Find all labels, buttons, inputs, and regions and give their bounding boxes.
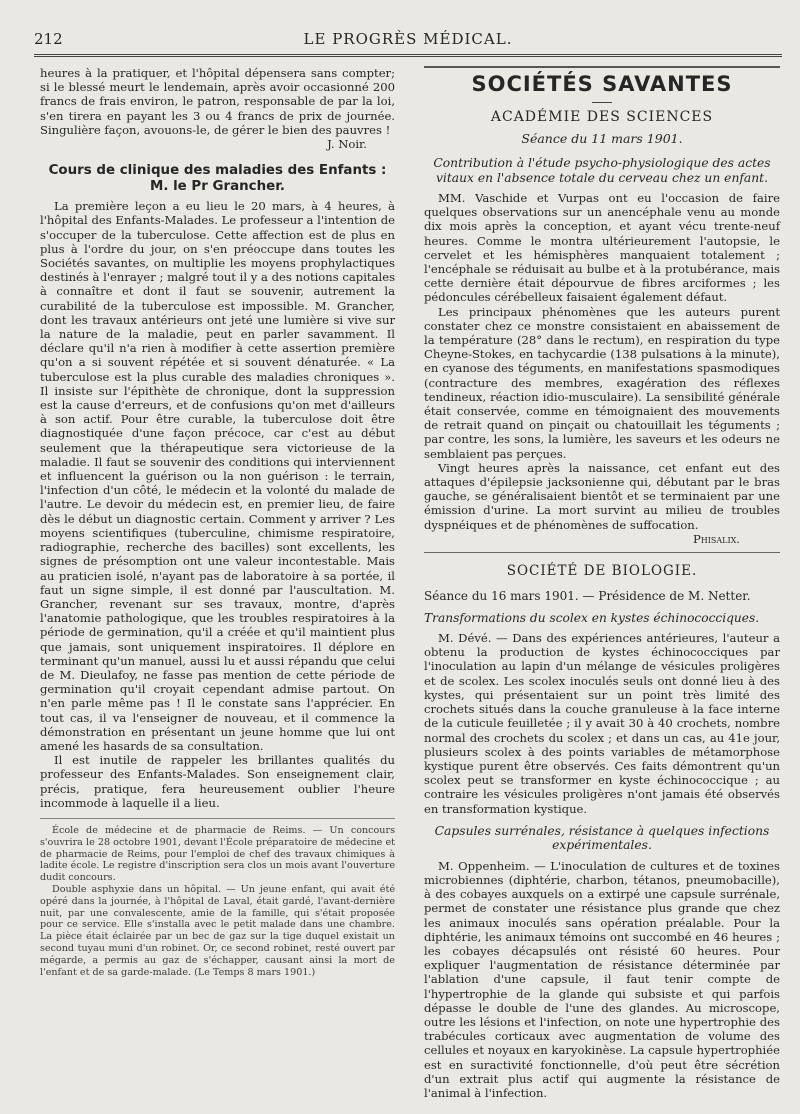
academie-paragraph-2: Les principaux phénomènes que les auteurs purent constater chez ce monstre consistaient en abaissement de la température (28° dans le rectum), en respiration du type Cheyne-Stokes, en tachycardie (138 pulsations à la minute), en cyanose des téguments, en manifestations spasmodiques (contracture des membres, exagération des réflexes tendineux, réaction idio-musculaire). La sensibilité générale était conservée, comme en témoignaient des mouvements de retrait quand on pinçait ou chatouillait les téguments ; par contre, les sons, la lumière, les saveurs et les odeurs ne semblaient pas perçues. (424, 304, 780, 461)
right-column (424, 66, 780, 1100)
section-top-rule (424, 66, 780, 68)
news-notes (40, 818, 395, 978)
page-header (34, 30, 782, 56)
academie-seance: Séance du 11 mars 1901. (521, 131, 683, 146)
academie-title: ACADÉMIE DES SCIENCES (490, 109, 714, 125)
section-divider (424, 552, 780, 553)
societes-title: SOCIÉTÉS SAVANTES (471, 72, 733, 96)
journal-title: LE PROGRÈS MÉDICAL. (303, 30, 513, 48)
academie-signature: Phisalix. (692, 531, 740, 546)
scolex-paragraph: M. Dévé. — Dans des expériences antérieures, l'auteur a obtenu la production de kystes échinococciques par l'inoculation au lapin d'un mélange de vésicules proligères et de scolex. Les scolex inoculés seuls ont donné lieu à des kystes, qui présentaient sur un point très limité des crochets situés dans la couche granuleuse à la face interne de la cuticule feuilletée ; il y avait 30 à 40 crochets, nombre normal des crochets du scolex ; et dans un cas, au 41e jour, plusieurs scolex à des points variables de métamorphose kystique purent être observés. Ces faits démontrent qu'un scolex peut se transformer en kyste échinococcique ; au contraire les vésicules proligères n'ont jamais été observés en transformation kystique. (424, 631, 780, 816)
title-dash (592, 102, 612, 103)
intro-paragraph: heures à la pratiquer, et l'hôpital dépensera sans compter; si le blessé meurt le lendemain, après avoir occasionné 200 francs de frais environ, le patron, responsable de par la loi, s'en tirera en payant les 3 ou 4 francs de prix de journée. Singulière façon, avouons-le, de gérer le bien des pauvres ! (40, 66, 395, 137)
course-paragraph-1: La première leçon a eu lieu le 20 mars, à 4 heures, à l'hôpital des Enfants-Malades. Le professeur a l'intention de s'occuper de la tuberculose. Cette affection est de plus en plus à l'ordre du jour, on s'en préoccupe dans toutes les Sociétés savantes, on multiplie les moyens prophylactiques destinés à l'enrayer ; malgré tout il y a des notions capitales à connaître et dont il faut se souvenir, autrement la curabilité de la tuberculose est impossible. M. Grancher, dont les travaux antérieurs ont jeté une lumière si vive sur la nature de la maladie, peut en parler savamment. Il déclare qu'il n'a rien à modifier à cette assertion première qu'on a si souvent répétée et si souvent dénaturée. « La tuberculose est la plus curable des maladies chroniques ». Il insiste sur l'épithète de chronique, dont la suppression est la cause d'erreurs, et de confusions qu'on met d'ailleurs à son actif. Pour être curable, la tuberculose doit être diagnostiquée d'une façon précoce, car c'est au début seulement que la thérapeutique sera victorieuse de la maladie. Il faut se souvenir des conditions qui interviennent et influencent la guérison ou la non guérison : le terrain, l'infection d'un côté, le médecin et la volonté du malade de l'autre. Le devoir du médecin est, en premier lieu, de faire dès le début un diagnostic certain. Comment y arriver ? Les moyens scientifiques (tuberculine, chimisme respiratoire, radiographie, recherche des bacilles) sont excellents, les signes de présomption ont une valeur incontestable. Mais au praticien isolé, n'ayant pas de laboratoire à sa portée, il faut un signe simple, il est donné par l'auscultation. M. Grancher, revenant sur ses travaux, montre, d'après l'anatomie pathologique, que les troubles respiratoires à la période de germination, qu'il a créée et qu'il maintient plus que jamais, sont uniquement inspiratoires. Il déplore en terminant qu'un manuel, aussi lu et aussi répandu que celui de M. Dieulafoy, ne fasse pas mention de cette période de germination qu'il croyait cependant admise partout. On n'en parle même pas ! Il le constate sans l'apprécier. En tout cas, il va l'enseigner de nouveau, et il commence la démonstration en présentant un jeune homme que lui ont amené les hasards de sa consultation. (40, 199, 396, 753)
note-asphyxie: Double asphyxie dans un hôpital. — Un jeune enfant, qui avait été opéré dans la journée, à l'hôpital de Laval, était gardé, l'avant-dernière nuit, par une convalescente, amie de la famille, qui s'était proposée pour ce service. Elle s'installa avec le petit malade dans une chambre. La pièce était éclairée par un bec de gaz sur la tige duquel existait un second tuyau muni d'un robinet. Or, ce second robinet, resté ouvert par mégarde, a permis au gaz de s'échapper, causant ainsi la mort de l'enfant et de sa garde-malade. (Le Temps 8 mars 1901.) (40, 883, 395, 978)
biologie-seance: Séance du 16 mars 1901. — Présidence de M. Netter. (424, 589, 751, 604)
capsules-paragraph: M. Oppenheim. — L'inoculation de cultures et de toxines microbiennes (diphtérie, charbon, tétanos, pneumobacille), à des cobayes auxquels on a extirpé une capsule surrénale, permet de constater une résistance plus grande que chez les animaux inoculés sans opération préalable. Pour la diphtérie, les animaux témoins ont succombé en 46 heures ; les cobayes décapsulés ont résisté 60 heures. Pour expliquer l'augmentation de résistance déterminée par l'ablation d'une capsule, il faut tenir compte de l'hypertrophie de la glande qui subsiste et qui parfois dépasse le double de l'une des glandes. Au microscope, outre les lésions et l'infection, on note une hypertrophie des trabécules corticaux avec augmentation de volume des cellules et noyaux en karyokinèse. La capsule hypertrophiée est en suractivité fonctionnelle, d'où peut être sécrétion d'un extrait plus actif qui augmente la résistance de l'animal à l'infection. (424, 858, 780, 1100)
academie-paragraph-1: MM. Vaschide et Vurpas ont eu l'occasion de faire quelques observations sur un anencéphale venu au monde dix mois après la conception, et ayant vécu trente-neuf heures. Comme le montra ultérieurement l'autopsie, le cervelet et les hémisphères manquaient totalement ; l'encéphale se réduisait au bulbe et à la protubérance, mais cette dernière était dépourvue de fibres arciformes ; les pédoncules cérébelleux faisaient également défaut. (424, 191, 780, 305)
left-column (40, 66, 395, 978)
biologie-title: SOCIÉTÉ DE BIOLOGIE. (506, 563, 698, 580)
intro-signature: J. Noir. (327, 137, 367, 152)
academie-paragraph-3: Vingt heures après la naissance, cet enfant eut des attaques d'épilepsie jacksonienne qui, débutant par le bras gauche, se généralisaient bientôt et se terminaient par une émission d'urine. La mort survint au milieu de troubles dyspnéiques et de phénomènes de suffocation. (424, 460, 780, 532)
header-rule (34, 54, 782, 57)
scolex-title: Transformations du scolex en kystes échinococciques. (424, 611, 760, 626)
page-number: 212 (34, 30, 63, 48)
capsules-title: Capsules surrénales, résistance à quelques infections expérimentales. (434, 823, 770, 853)
course-paragraph-2: Il est inutile de rappeler les brillantes qualités du professeur des Enfants-Malades. Son enseignement clair, précis, pratique, fera heureusement oublier l'heure incommode à laquelle il a lieu. (40, 753, 395, 810)
academie-subtitle: Contribution à l'étude psycho-physiologique des actes vitaux en l'absence totale du cerveau chez un enfant. (433, 156, 771, 185)
course-title (40, 163, 395, 195)
course-title-line2: M. le Pr Grancher. (150, 179, 285, 195)
course-title-line1: Cours de clinique des maladies des Enfants : (48, 163, 387, 179)
note-reims: École de médecine et de pharmacie de Reims. — Un concours s'ouvrira le 28 octobre 1901, devant l'École préparatoire de médecine et de pharmacie de Reims, pour l'emploi de chef des travaux chimiques à ladite école. Le registre d'inscription sera clos un mois avant l'ouverture dudit concours. (40, 824, 395, 884)
